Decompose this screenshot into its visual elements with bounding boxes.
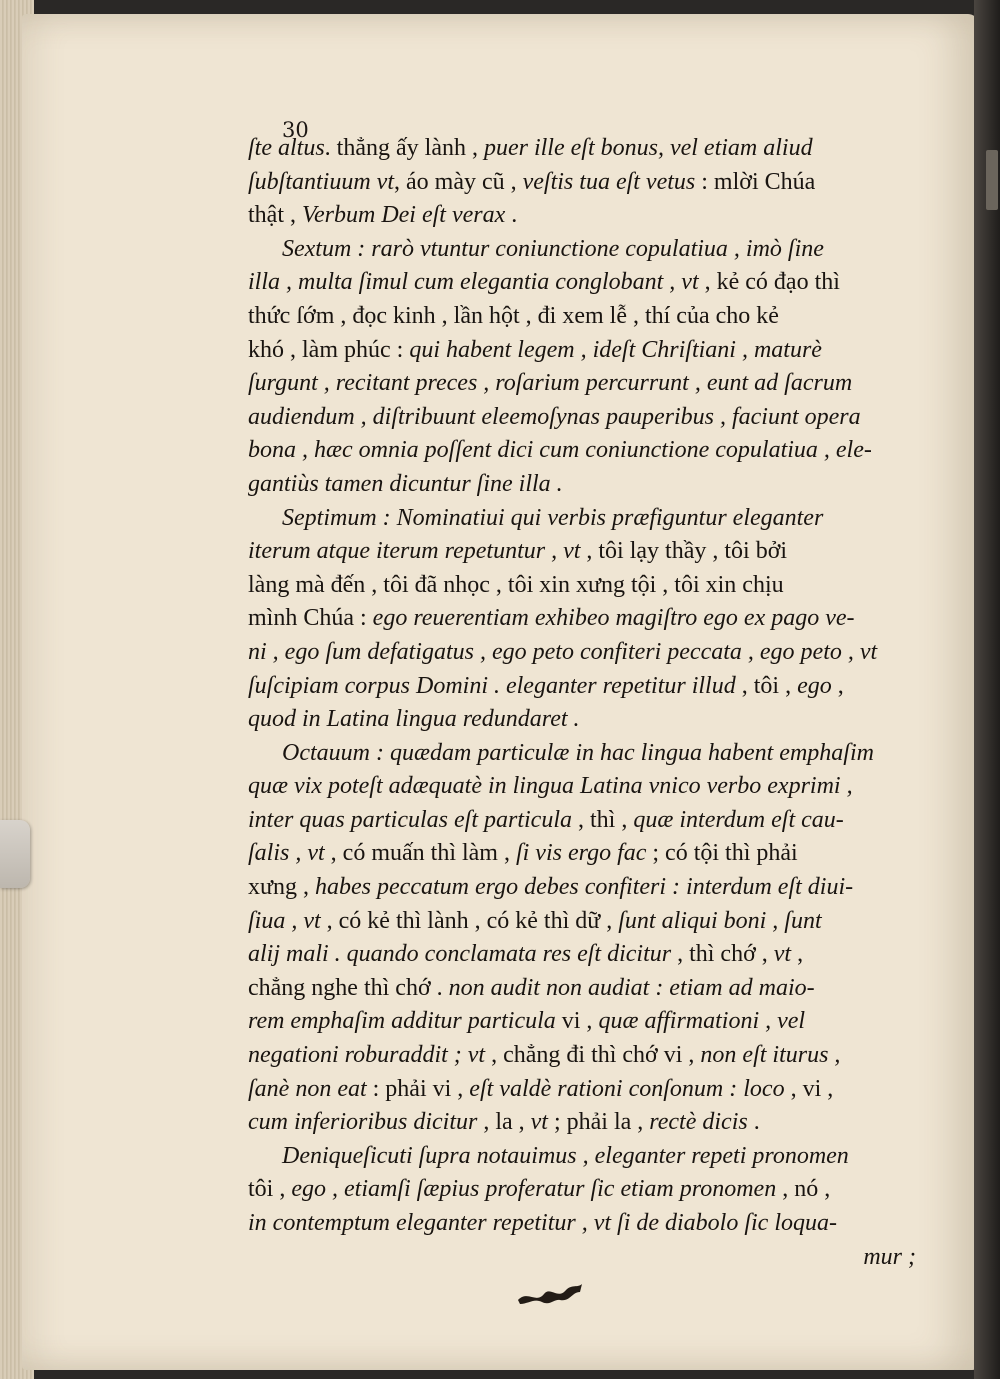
- text-line: [248, 636, 916, 670]
- vietnamese-text: , tôi lạy thầy , tôi bởi: [580, 538, 788, 565]
- text-line: [248, 1207, 916, 1241]
- text-line: [248, 1073, 916, 1107]
- vietnamese-text: , kẻ có đạo thì: [698, 269, 840, 296]
- text-line: [248, 334, 916, 368]
- latin-text: illa , multa ſimul cum elegantia conglobant , vt: [248, 269, 699, 296]
- text-line: [248, 1173, 916, 1207]
- page-number: 30: [282, 118, 309, 142]
- latin-text: ſte altus: [248, 135, 325, 161]
- vietnamese-text: , nó ,: [776, 1176, 831, 1203]
- latin-text: quæ vix poteſt adæquatè in lingua Latina vnico verbo exprimi ,: [248, 773, 853, 800]
- latin-text: ſalis , vt: [248, 840, 325, 867]
- ornament-icon: [514, 1280, 586, 1308]
- text-line: [248, 132, 916, 166]
- text-line: [248, 905, 916, 939]
- text-line: [248, 266, 916, 300]
- text-line: [248, 434, 916, 468]
- text-line: [248, 502, 916, 536]
- latin-text: non eſt iturus ,: [700, 1042, 841, 1069]
- vietnamese-text: ; có tội thì phải: [646, 840, 798, 867]
- latin-text: qui habent legem , ideſt Chriſtiani , maturè: [409, 336, 822, 363]
- latin-text: eſt valdè rationi conſonum : loco: [469, 1075, 785, 1102]
- vietnamese-text: , chẳng đi thì chớ vi ,: [485, 1042, 701, 1069]
- vietnamese-text: làng mà đến , tôi đã nhọc , tôi xin xưng tội , tôi xin chịu: [248, 571, 784, 598]
- latin-text: ego reuerentiam exhibeo magiſtro ego ex pago ve-: [372, 605, 855, 632]
- text-line: [248, 401, 916, 435]
- text-line: [248, 468, 916, 502]
- text-line: [248, 837, 916, 871]
- vietnamese-text: chẳng nghe thì chớ .: [248, 974, 449, 1001]
- latin-text: veſtis tua eſt vetus: [522, 168, 696, 195]
- text-line: [248, 1039, 916, 1073]
- vietnamese-text: ; phải la ,: [547, 1109, 650, 1136]
- vietnamese-text: thật ,: [248, 202, 302, 229]
- vietnamese-text: xưng ,: [248, 874, 316, 901]
- latin-text: quæ interdum eſt cau-: [633, 806, 844, 833]
- vietnamese-text: mình Chúa :: [248, 605, 373, 632]
- latin-text: puer ille eſt bonus, vel etiam aliud: [483, 135, 813, 161]
- text-line: [248, 199, 916, 233]
- text-line: [248, 938, 916, 972]
- latin-text: quæ affirmationi , vel: [598, 1008, 806, 1035]
- text-line: [248, 670, 916, 704]
- catchword: mur ;: [863, 1243, 916, 1270]
- vietnamese-text: khó , làm phúc :: [248, 336, 410, 363]
- page-clip: [0, 820, 30, 888]
- text-line: [248, 300, 916, 334]
- latin-text: ego , etiamſi ſæpius proferatur ſic etiam pronomen: [291, 1176, 777, 1203]
- latin-text: bona , hæc omnia poſſent dici cum coniunctione copulatiua , ele-: [248, 437, 872, 464]
- vietnamese-text: , thì chớ ,: [671, 941, 774, 968]
- body-text: [248, 132, 916, 1274]
- vietnamese-text: , áo mày cũ ,: [394, 168, 523, 195]
- vietnamese-text: . thẳng ấy lành ,: [324, 135, 484, 161]
- text-line: [248, 804, 916, 838]
- latin-text: non audit non audiat : etiam ad maio-: [448, 974, 815, 1001]
- text-line: [248, 1106, 916, 1140]
- latin-text: quod in Latina lingua redundaret .: [248, 706, 580, 733]
- text-line: [248, 1140, 916, 1174]
- vietnamese-text: , thì ,: [572, 806, 634, 833]
- vietnamese-text: , có muấn thì làm ,: [324, 840, 516, 867]
- latin-text: in contemptum eleganter repetitur , vt ſi de diabolo ſic loqua-: [248, 1210, 837, 1236]
- vietnamese-text: , có kẻ thì lành , có kẻ thì dữ ,: [320, 907, 619, 934]
- vietnamese-text: .: [505, 202, 518, 229]
- text-line: [248, 367, 916, 401]
- latin-text: Sextum : rarò vtuntur coniunctione copulatiua , imò ſine: [282, 235, 824, 262]
- text-line: [248, 233, 916, 267]
- text-line: [248, 871, 916, 905]
- latin-text: ſurgunt , recitant preces , roſarium percurrunt , eunt ad ſacrum: [248, 370, 853, 397]
- latin-text: cum inferioribus dicitur: [248, 1109, 478, 1136]
- latin-text: rem emphaſim additur particula: [248, 1008, 556, 1035]
- latin-text: Octauum : quædam particulæ in hac lingua habent emphaſim: [282, 739, 874, 766]
- latin-text: habes peccatum ergo debes confiteri : interdum eſt diui-: [315, 874, 854, 901]
- text-line: [248, 1005, 916, 1039]
- latin-text: rectè dicis: [649, 1109, 748, 1136]
- vietnamese-text: ,: [791, 941, 804, 968]
- latin-text: audiendum , diſtribuunt eleemoſynas pauperibus , faciunt opera: [248, 403, 861, 430]
- vietnamese-text: , vi ,: [784, 1075, 834, 1102]
- latin-text: alij mali . quando conclamata res eſt dicitur: [248, 941, 672, 968]
- latin-text: ſiua , vt: [248, 907, 321, 934]
- text-line: [248, 737, 916, 771]
- text-line: [248, 569, 916, 603]
- vietnamese-text: tôi ,: [248, 1176, 292, 1203]
- latin-text: ſunt aliqui boni , ſunt: [618, 907, 822, 934]
- latin-text: vt: [530, 1109, 548, 1136]
- cover-tab: [986, 150, 998, 210]
- text-line: [248, 166, 916, 200]
- latin-text: negationi roburaddit ; vt: [248, 1042, 486, 1069]
- latin-text: ni , ego ſum defatigatus , ego peto confiteri peccata , ego peto , vt: [248, 638, 878, 665]
- latin-text: Deniqueſicuti ſupra notauimus , eleganter repeti pronomen: [282, 1142, 849, 1169]
- book-cover-edge: [974, 0, 1000, 1379]
- vietnamese-text: thức ſớm , đọc kinh , lần hột , đi xem lễ , thí của cho kẻ: [248, 302, 779, 329]
- latin-text: Verbum Dei eſt verax: [302, 202, 506, 229]
- vietnamese-text: : phải vi ,: [366, 1075, 470, 1102]
- text-line: [248, 602, 916, 636]
- latin-text: vt: [773, 941, 792, 968]
- latin-text: iterum atque iterum repetuntur , vt: [248, 538, 581, 565]
- vietnamese-text: ,: [831, 672, 844, 699]
- latin-text: gantiùs tamen dicuntur ſine illa .: [248, 470, 563, 497]
- text-line: [248, 703, 916, 737]
- vietnamese-text: vi ,: [555, 1008, 599, 1035]
- latin-text: ſi vis ergo fac: [515, 840, 647, 867]
- latin-text: ſanè non eat: [248, 1075, 367, 1102]
- text-line: [248, 770, 916, 804]
- vietnamese-text: , la ,: [477, 1109, 531, 1136]
- text-line: [248, 972, 916, 1006]
- vietnamese-text: : mlời Chúa: [695, 168, 816, 195]
- vietnamese-text: , tôi ,: [735, 672, 798, 699]
- latin-text: ſubſtantiuum vt: [248, 168, 394, 195]
- latin-text: ego: [797, 672, 832, 699]
- latin-text: Septimum : Nominatiui qui verbis præfiguntur eleganter: [282, 504, 824, 531]
- text-line: [248, 535, 916, 569]
- latin-text: ſuſcipiam corpus Domini . eleganter repetitur illud: [248, 672, 736, 699]
- vietnamese-text: .: [747, 1109, 760, 1136]
- latin-text: inter quas particulas eſt particula: [248, 806, 572, 833]
